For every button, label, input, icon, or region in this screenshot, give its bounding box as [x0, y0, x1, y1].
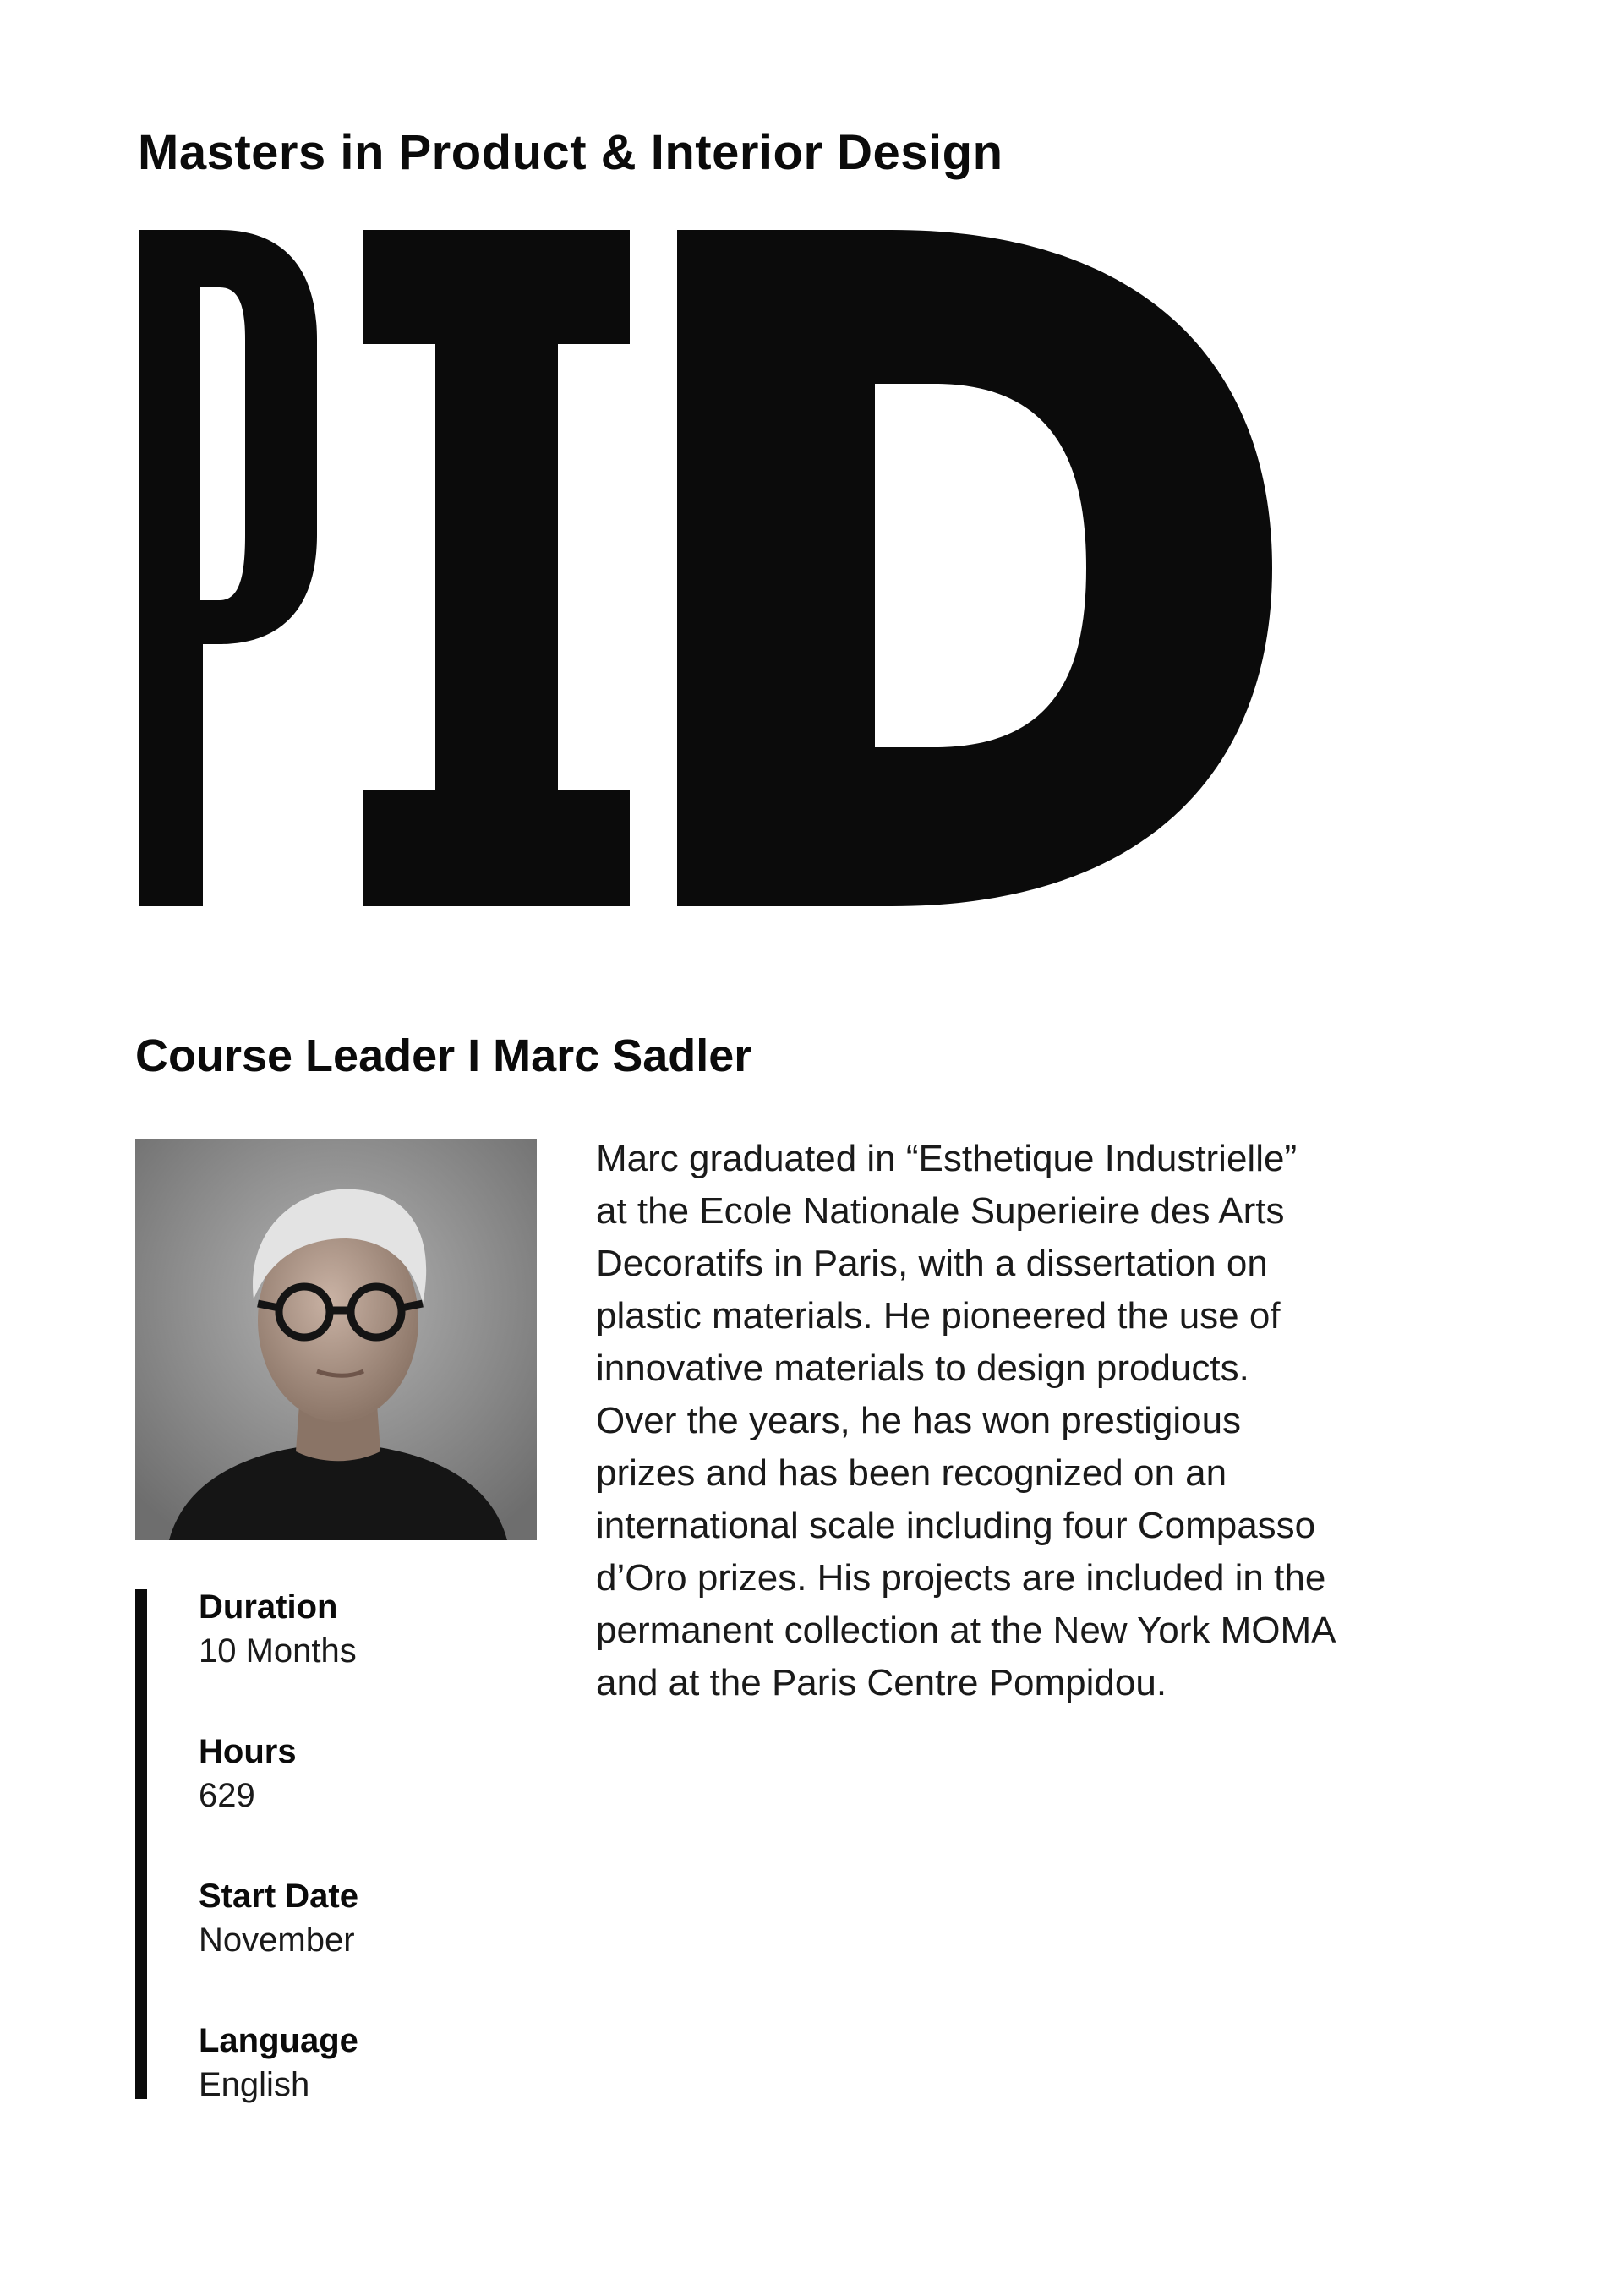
facts-divider-bar — [135, 1589, 147, 2099]
fact-value: English — [199, 2066, 310, 2103]
fact-hours — [199, 1730, 621, 1874]
portrait-photo — [135, 1139, 537, 1540]
bio-text — [596, 1133, 1577, 1709]
fact-label: Duration — [199, 1588, 338, 1626]
bio-line: innovative materials to design products. — [596, 1348, 1249, 1389]
bio-line: Marc graduated in “Esthetique Industrielle” — [596, 1138, 1298, 1179]
bio-line: Decoratifs in Paris, with a dissertation on — [596, 1243, 1268, 1284]
fact-value: 629 — [199, 1777, 255, 1814]
bio-line: Over the years, he has won prestigious — [596, 1400, 1242, 1441]
fact-start-date — [199, 1874, 621, 2019]
bio-line: at the Ecole Nationale Superieire des Arts — [596, 1190, 1285, 1232]
bio-line: plastic materials. He pioneered the use of — [596, 1295, 1281, 1337]
fact-duration — [199, 1585, 621, 1730]
fact-value: 10 Months — [199, 1632, 357, 1670]
bio-line: and at the Paris Centre Pompidou. — [596, 1662, 1167, 1703]
bio-line: prizes and has been recognized on an — [596, 1452, 1227, 1494]
fact-label: Language — [199, 2022, 358, 2059]
fact-label: Start Date — [199, 1878, 358, 1915]
bio-line: permanent collection at the New York MOMA — [596, 1610, 1336, 1651]
bio-line: d’Oro prizes. His projects are included in the — [596, 1557, 1326, 1599]
bio-line: international scale including four Compasso — [596, 1505, 1316, 1546]
fact-language — [199, 2019, 621, 2163]
fact-label: Hours — [199, 1733, 297, 1770]
logo-letter-i — [363, 230, 630, 906]
course-facts — [199, 1585, 621, 2163]
logo-letter-d — [677, 230, 1272, 906]
pid-logo — [139, 230, 1272, 906]
fact-value: November — [199, 1922, 355, 1959]
logo-letter-p — [139, 230, 317, 906]
course-leader-title: Course Leader I Marc Sadler — [135, 1030, 752, 1081]
program-title: Masters in Product & Interior Design — [138, 125, 1003, 180]
